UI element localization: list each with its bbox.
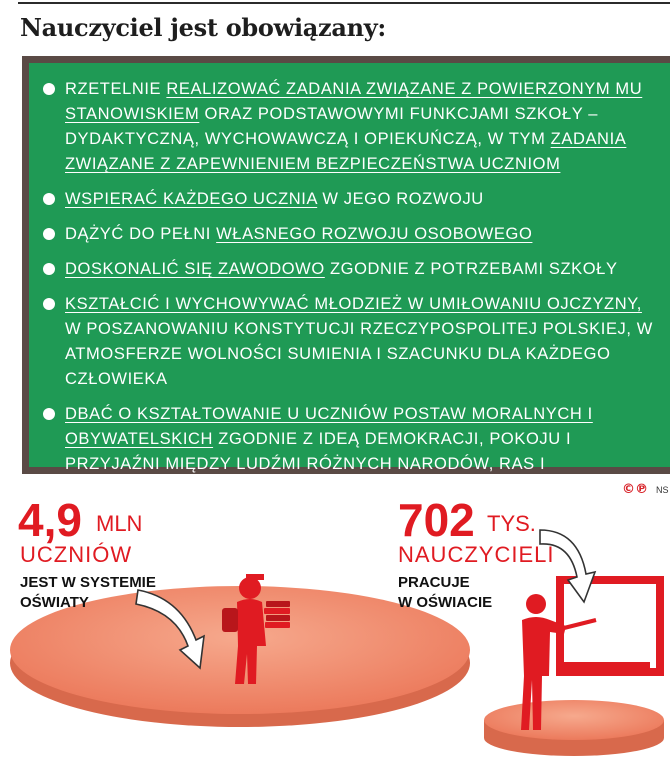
duty-emphasis: ZADANIA ZWIĄZANE Z ZAPEWNIENIEM BEZPIECZEŃSTWA UCZNIOM: [65, 130, 627, 173]
duties-list: [41, 77, 662, 502]
teachers-description-line: W OŚWIACIE: [398, 594, 493, 611]
duty-item: [41, 292, 662, 392]
duty-text: DĄŻYĆ DO PEŁNI: [65, 225, 217, 243]
students-count: 4,9: [18, 494, 82, 546]
duty-item: [41, 187, 662, 212]
teachers-count: 702: [398, 494, 475, 546]
students-description: [20, 573, 156, 613]
duty-text: W POSZANOWANIU KONSTYTUCJI RZECZYPOSPOLITEJ POLSKIEJ, W ATMOSFERZE WOLNOŚCI SUMIENIA I SZACUNKU DLA KAŻDEGO CZŁOWIEKA: [65, 320, 653, 388]
bullet-icon: [43, 83, 55, 95]
bullet-icon: [43, 263, 55, 275]
page-title: Nauczyciel jest obowiązany:: [20, 13, 386, 42]
agency-credit: NS: [656, 485, 669, 495]
duty-emphasis: KSZTAŁCIĆ I WYCHOWYWAĆ MŁODZIEŻ W UMIŁOWANIU OJCZYZNY,: [65, 295, 642, 313]
duties-panel-inner: [29, 63, 670, 498]
students-description-line: JEST W SYSTEMIE: [20, 574, 156, 591]
duty-text: ZGODNIE Z IDEĄ DEMOKRACJI, POKOJU I PRZYJAŹNI MIĘDZY LUDŹMI RÓŻNYCH NARODÓW, RAS I ŚWIATOPOGLĄDÓW.: [65, 430, 572, 498]
teachers-description: [398, 573, 492, 613]
teachers-unit: TYS.: [487, 511, 536, 536]
duties-panel: [22, 56, 670, 498]
students-unit: MLN: [96, 511, 143, 536]
top-rule: [18, 2, 670, 4]
duty-emphasis: WŁASNEGO ROZWOJU OSOBOWEGO: [216, 225, 533, 243]
bullet-icon: [43, 228, 55, 240]
copyright-mark: ©℗: [622, 482, 648, 497]
duty-emphasis: WSPIERAĆ KAŻDEGO UCZNIA: [65, 190, 318, 208]
teacher-platform: [484, 700, 664, 756]
students-description-line: OŚWIATY: [20, 594, 89, 611]
duty-item: [41, 257, 662, 282]
duty-emphasis: DOSKONALIĆ SIĘ ZAWODOWO: [65, 260, 325, 278]
bullet-icon: [43, 298, 55, 310]
duty-text: RZETELNIE: [65, 80, 167, 98]
duty-text: ORAZ PODSTAWOWYMI FUNKCJAMI SZKOŁY – DYDAKTYCZNĄ, WYCHOWAWCZĄ I OPIEKUŃCZĄ, W TYM: [65, 105, 599, 148]
teachers-description-line: PRACUJE: [398, 574, 470, 591]
bullet-icon: [43, 193, 55, 205]
duty-text: ZGODNIE Z POTRZEBAMI SZKOŁY: [324, 260, 618, 278]
students-label: UCZNIÓW: [20, 542, 133, 567]
teachers-label: NAUCZYCIELI: [398, 542, 555, 567]
duty-item: [41, 222, 662, 247]
bullet-icon: [43, 408, 55, 420]
duty-emphasis: REALIZOWAĆ ZADANIA ZWIĄZANE Z POWIERZONYM MU STANOWISKIEM: [65, 80, 643, 123]
duty-emphasis: DBAĆ O KSZTAŁTOWANIE U UCZNIÓW POSTAW MORALNYCH I OBYWATELSKICH: [65, 405, 593, 448]
duty-item: [41, 77, 662, 177]
duty-text: W JEGO ROZWOJU: [317, 190, 484, 208]
